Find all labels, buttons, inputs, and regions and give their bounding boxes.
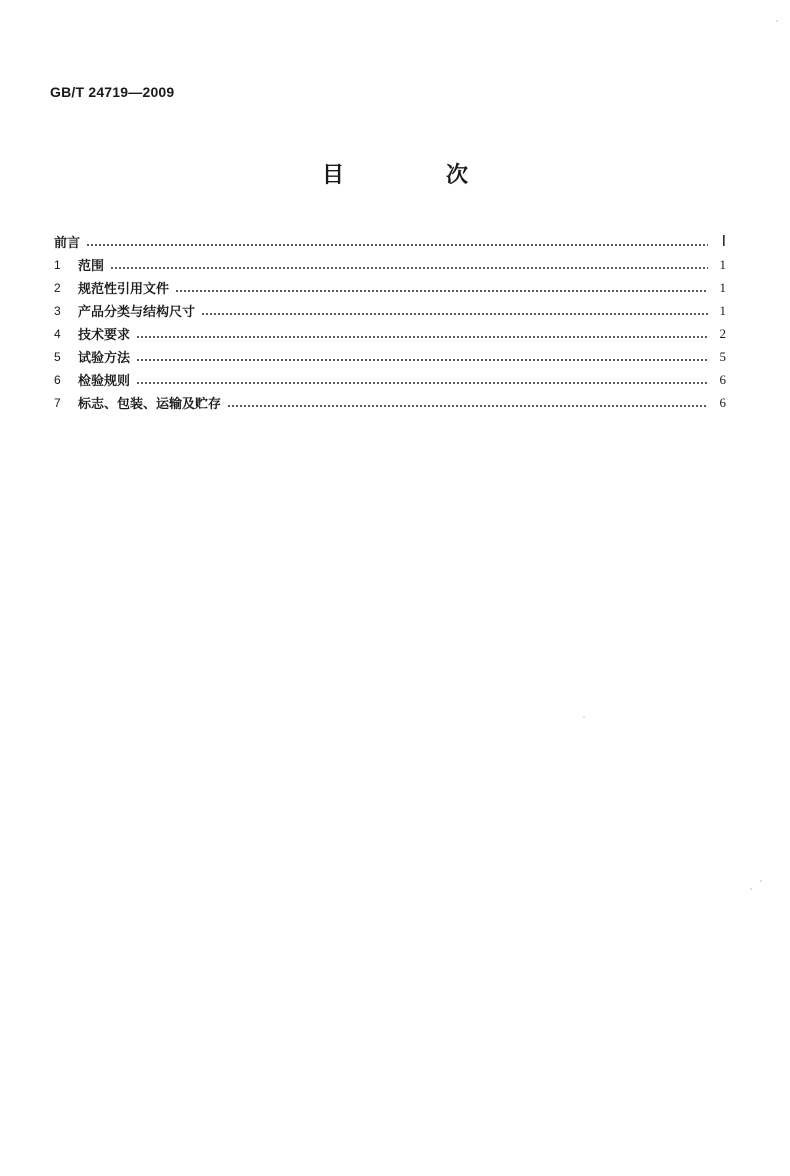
toc-entry-number: 1: [54, 257, 61, 272]
toc-entry-page: 6: [719, 371, 726, 387]
toc-dot-leader: [136, 336, 708, 338]
toc-entry-label: 范围: [78, 259, 105, 274]
toc-entry-classification[interactable]: [54, 299, 726, 322]
toc-entry-number: 7: [54, 395, 61, 410]
toc-dot-leader: [175, 290, 708, 292]
toc-entry-label: 检验规则: [78, 374, 131, 389]
toc-title: 目 次: [321, 163, 508, 188]
toc-entry-page: 1: [719, 256, 726, 272]
table-of-contents: [54, 230, 726, 414]
toc-dot-leader: [136, 359, 708, 361]
toc-entry-label: 试验方法: [78, 351, 131, 366]
toc-entry-marking-packaging[interactable]: [54, 391, 726, 414]
toc-entry-test-methods[interactable]: [54, 345, 726, 368]
toc-entry-label: 标志、包装、运输及贮存: [78, 397, 222, 412]
toc-entry-number: 3: [54, 303, 61, 318]
toc-entry-page: 6: [719, 394, 726, 410]
toc-entry-number: 4: [54, 326, 61, 341]
scan-speck: [776, 20, 778, 22]
toc-entry-number: 2: [54, 280, 61, 295]
toc-entry-number: 6: [54, 372, 61, 387]
toc-entry-normative-references[interactable]: [54, 276, 726, 299]
toc-entry-page: 2: [719, 325, 726, 341]
toc-entry-number: 5: [54, 349, 61, 364]
toc-entry-technical-requirements[interactable]: [54, 322, 726, 345]
toc-dot-leader: [86, 244, 708, 246]
toc-entry-preface[interactable]: [54, 230, 726, 253]
toc-entry-label: 产品分类与结构尺寸: [78, 305, 196, 320]
toc-entry-label: 前言: [54, 236, 81, 251]
toc-entry-label: 技术要求: [78, 328, 131, 343]
scan-speck: [760, 880, 762, 882]
toc-entry-scope[interactable]: [54, 253, 726, 276]
toc-dot-leader: [136, 382, 708, 384]
toc-entry-page: 1: [719, 279, 726, 295]
toc-dot-leader: [227, 405, 708, 407]
toc-entry-page: Ⅰ: [721, 234, 726, 250]
toc-entry-inspection-rules[interactable]: [54, 368, 726, 391]
toc-entry-page: 1: [719, 302, 726, 318]
standard-number: GB/T 24719—2009: [50, 84, 175, 100]
toc-dot-leader: [201, 313, 708, 315]
toc-dot-leader: [110, 267, 708, 269]
toc-entry-label: 规范性引用文件: [78, 282, 170, 297]
scan-speck: [583, 716, 585, 718]
toc-entry-page: 5: [719, 348, 726, 364]
scan-speck: [750, 888, 752, 890]
